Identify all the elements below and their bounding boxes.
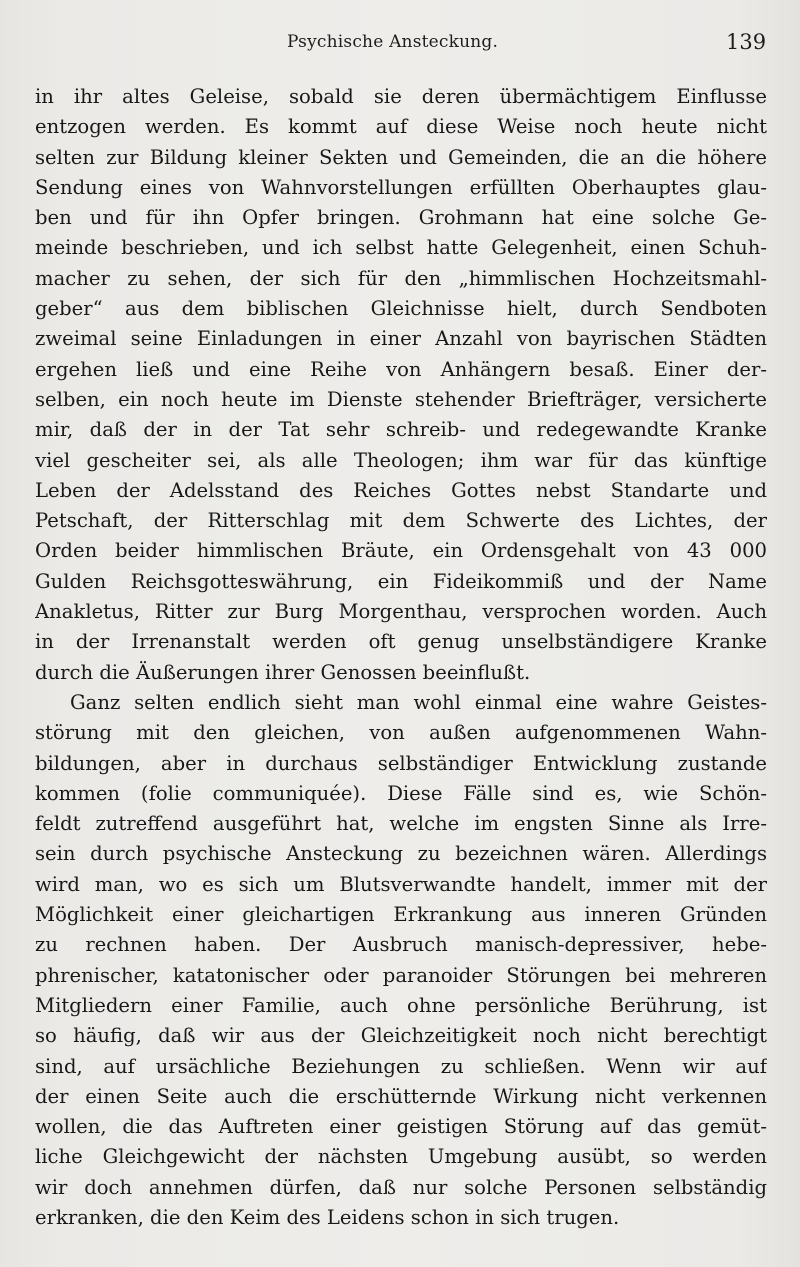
text-line: liche Gleichgewicht der nächsten Umgebung ausübt, so werden bbox=[35, 1145, 767, 1169]
text-line: Anakletus, Ritter zur Burg Morgenthau, versprochen worden. Auch bbox=[35, 600, 767, 624]
text-line: feldt zutreffend ausgeführt hat, welche im engsten Sinne als Irre- bbox=[35, 812, 767, 836]
text-line: entzogen werden. Es kommt auf diese Weise noch heute nicht bbox=[35, 115, 767, 139]
text-line: wir doch annehmen dürfen, daß nur solche Personen selbständig bbox=[35, 1175, 767, 1199]
text-line: wollen, die das Auftreten einer geistigen Störung auf das gemüt- bbox=[35, 1115, 767, 1139]
text-line: ben und für ihn Opfer bringen. Grohmann hat eine solche Ge- bbox=[35, 206, 767, 230]
text-line: in der Irrenanstalt werden oft genug unselbständigere Kranke bbox=[35, 630, 767, 654]
text-line: macher zu sehen, der sich für den „himmlischen Hochzeitsmahl- bbox=[35, 266, 767, 290]
text-line: wird man, wo es sich um Blutsverwandte handelt, immer mit der bbox=[35, 872, 767, 896]
text-line: Gulden Reichsgotteswährung, ein Fideikommiß und der Name bbox=[35, 569, 767, 593]
text-line: kommen (folie communiquée). Diese Fälle sind es, wie Schön- bbox=[35, 781, 767, 805]
text-line: sein durch psychische Ansteckung zu bezeichnen wären. Allerdings bbox=[35, 842, 767, 866]
text-line: selten zur Bildung kleiner Sekten und Gemeinden, die an die höhere bbox=[35, 145, 767, 169]
text-line: Möglichkeit einer gleichartigen Erkrankung aus inneren Gründen bbox=[35, 903, 767, 927]
text-line: sind, auf ursächliche Beziehungen zu schließen. Wenn wir auf bbox=[35, 1054, 767, 1078]
text-line: selben, ein noch heute im Dienste stehender Briefträger, versicherte bbox=[35, 387, 767, 411]
text-line: mir, daß der in der Tat sehr schreib- und redegewandte Kranke bbox=[35, 418, 767, 442]
text-line: so häufig, daß wir aus der Gleichzeitigkeit noch nicht berechtigt bbox=[35, 1024, 767, 1048]
text-line: phrenischer, katatonischer oder paranoider Störungen bei mehreren bbox=[35, 963, 767, 987]
text-line: in ihr altes Geleise, sobald sie deren übermächtigem Einflusse bbox=[35, 85, 767, 108]
text-line: Ganz selten endlich sieht man wohl einmal eine wahre Geistes- bbox=[70, 690, 767, 714]
text-line: erkranken, die den Keim des Leidens schon in sich trugen. bbox=[35, 1205, 620, 1229]
text-line: der einen Seite auch die erschütternde Wirkung nicht verkennen bbox=[35, 1084, 767, 1108]
running-head bbox=[0, 30, 800, 60]
text-line: Leben der Adelsstand des Reiches Gottes nebst Standarte und bbox=[35, 478, 767, 502]
text-line: zu rechnen haben. Der Ausbruch manisch-depressiver, hebe- bbox=[35, 933, 767, 957]
text-line: störung mit den gleichen, von außen aufgenommenen Wahn- bbox=[35, 721, 767, 745]
body-text bbox=[35, 82, 767, 1233]
text-line: durch die Äußerungen ihrer Genossen beeinflußt. bbox=[35, 660, 531, 684]
running-title: Psychische Ansteckung. bbox=[287, 32, 499, 52]
text-line: ergehen ließ und eine Reihe von Anhängern besaß. Einer der- bbox=[35, 357, 767, 381]
text-line: zweimal seine Einladungen in einer Anzahl von bayrischen Städten bbox=[35, 327, 767, 351]
text-line: meinde beschrieben, und ich selbst hatte Gelegenheit, einen Schuh- bbox=[35, 236, 767, 260]
page-number: 139 bbox=[726, 30, 767, 54]
text-line: Petschaft, der Ritterschlag mit dem Schwerte des Lichtes, der bbox=[35, 509, 767, 533]
text-line: Mitgliedern einer Familie, auch ohne persönliche Berührung, ist bbox=[35, 993, 767, 1017]
text-line: Orden beider himmlischen Bräute, ein Ordensgehalt von 43 000 bbox=[35, 539, 767, 563]
text-line: bildungen, aber in durchaus selbständiger Entwicklung zustande bbox=[35, 751, 767, 775]
text-line: viel gescheiter sei, als alle Theologen; ihm war für das künftige bbox=[35, 448, 767, 472]
text-line: geber“ aus dem biblischen Gleichnisse hielt, durch Sendboten bbox=[35, 297, 767, 321]
text-line: Sendung eines von Wahnvorstellungen erfüllten Oberhauptes glau- bbox=[35, 175, 767, 199]
